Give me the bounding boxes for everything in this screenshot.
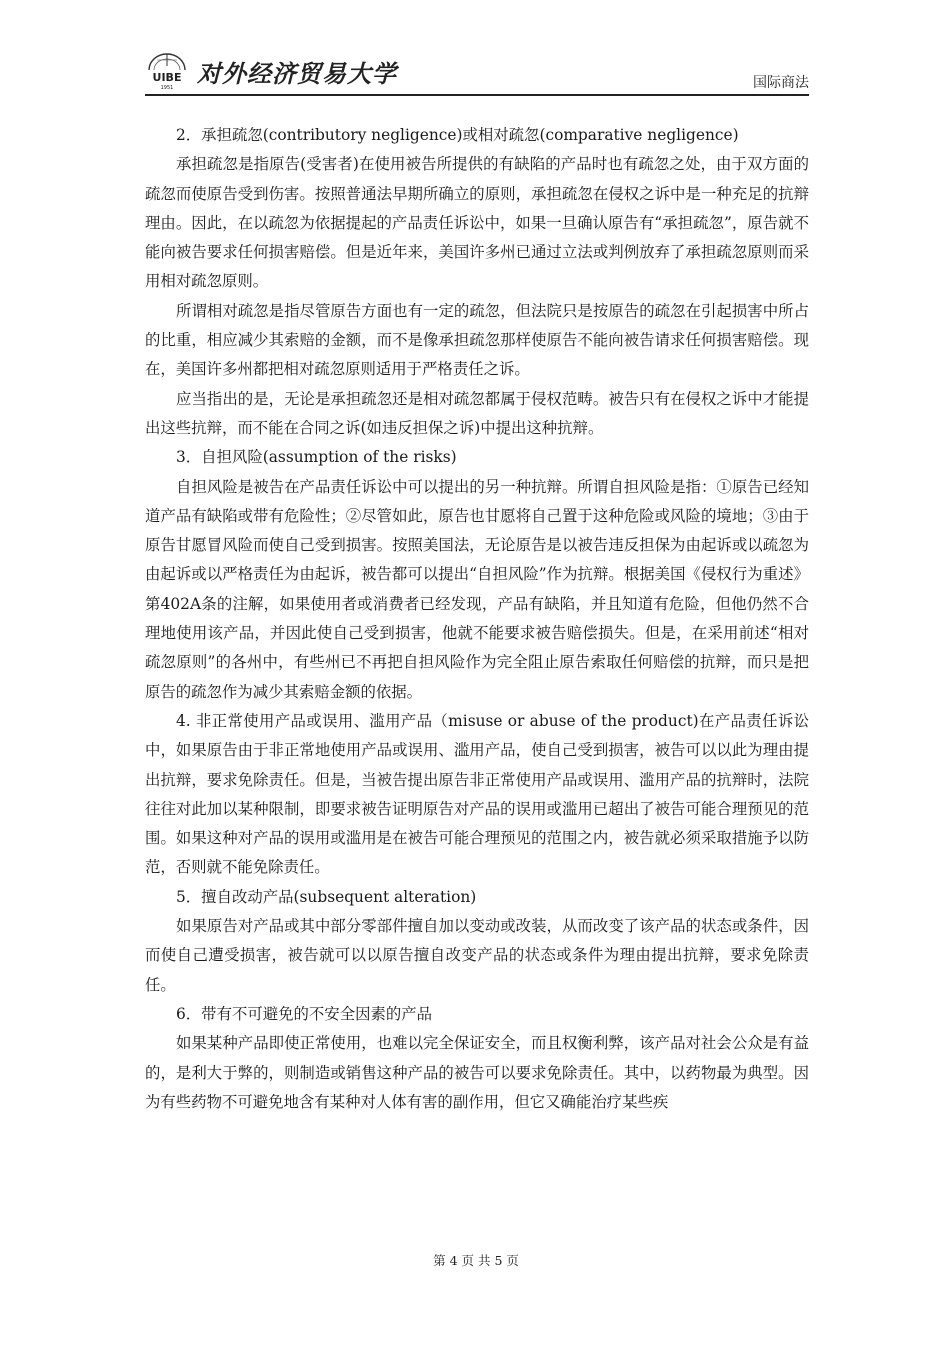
university-name: 对外经济贸易大学: [197, 59, 397, 88]
heading-unavoidably-unsafe: 6．带有不可避免的不安全因素的产品: [176, 1004, 433, 1023]
svg-text:UIBE: UIBE: [152, 71, 182, 84]
university-logo: [145, 50, 189, 90]
heading-subsequent-alteration: 5．擅自改动产品(subsequent alteration): [176, 887, 477, 906]
svg-text:1951: 1951: [160, 85, 174, 90]
paragraph: 如果某种产品即使正常使用，也难以完全保证安全，而且权衡利弊，该产品对社会公众是有益的，是利大于弊的，则制造或销售这种产品的被告可以要求免除责任。其中，以药物最为典型。因为有些药物不可避免地含有某种对人体有害的副作用，但它又确能治疗某些疾: [145, 1034, 809, 1111]
paragraph: 所谓相对疏忽是指尽管原告方面也有一定的疏忽，但法院只是按原告的疏忽在引起损害中所占的比重，相应减少其索赔的金额，而不是像承担疏忽那样使原告不能向被告请求任何损害赔偿。现在，美国许多州都把相对疏忽原则适用于严格责任之诉。: [145, 301, 809, 379]
page-number: 第 4 页 共 5 页: [433, 1253, 519, 1268]
heading-assumption-of-risks: 3．自担风险(assumption of the risks): [176, 448, 457, 467]
page-header: [145, 50, 809, 94]
document-body: [145, 121, 809, 1117]
paragraph-misuse: 4. 非正常使用产品或误用、滥用产品（misuse or abuse of the product)在产品责任诉讼中，如果原告由于非正常地使用产品或误用、滥用产品，使自己受到损害，被告可以以此为理由提出抗辩，要求免除责任。但是，当被告提出原告非正常使用产品或误用、滥用产品的抗辩时，法院往往对此加以某种限制，即要求被告证明原告对产品的误用或滥用已超出了被告可能合理预见的范围。如果这种对产品的误用或滥用是在被告可能合理预见的范围之内，被告就必须采取措施予以防范，否则就不能免除责任。: [145, 711, 809, 877]
header-rule: [145, 94, 809, 96]
paragraph: 如果原告对产品或其中部分零部件擅自加以变动或改装，从而改变了该产品的状态或条件，因而使自己遭受损害，被告就可以以原告擅自改变产品的状态或条件为理由提出抗辩，要求免除责任。: [145, 917, 809, 994]
paragraph: 自担风险是被告在产品责任诉讼中可以提出的另一种抗辩。所谓自担风险是指：①原告已经知道产品有缺陷或带有危险性；②尽管如此，原告也甘愿将自己置于这种危险或风险的境地；③由于原告甘愿冒风险而使自己受到损害。按照美国法，无论原告是以被告违反担保为由起诉或以疏忽为由起诉或以严格责任为由起诉，被告都可以提出“自担风险”作为抗辩。根据美国《侵权行为重述》第402A条的注解，如果使用者或消费者已经发现，产品有缺陷，并且知道有危险，但他仍然不合理地使用该产品，并因此使自己受到损害，他就不能要求被告赔偿损失。但是，在采用前述“相对疏忽原则”的各州中，有些州已不再把自担风险作为完全阻止原告索取任何赔偿的抗辩，而只是把原告的疏忽作为减少其索赔金额的依据。: [145, 477, 809, 701]
paragraph: 应当指出的是，无论是承担疏忽还是相对疏忽都属于侵权范畴。被告只有在侵权之诉中才能提出这些抗辩，而不能在合同之诉(如违反担保之诉)中提出这种抗辩。: [145, 389, 809, 437]
paragraph: 承担疏忽是指原告(受害者)在使用被告所提供的有缺陷的产品时也有疏忽之处，由于双方面的疏忽而使原告受到伤害。按照普通法早期所确立的原则，承担疏忽在侵权之诉中是一种充足的抗辩理由。因此，在以疏忽为依据提起的产品责任诉讼中，如果一旦确认原告有“承担疏忽”，原告就不能向被告要求任何损害赔偿。但是近年来，美国许多州已通过立法或判例放弃了承担疏忽原则而采用相对疏忽原则。: [145, 155, 809, 291]
course-title: 国际商法: [753, 75, 809, 91]
heading-contributory-negligence: 2．承担疏忽(contributory negligence)或相对疏忽(comparative negligence): [176, 126, 739, 144]
